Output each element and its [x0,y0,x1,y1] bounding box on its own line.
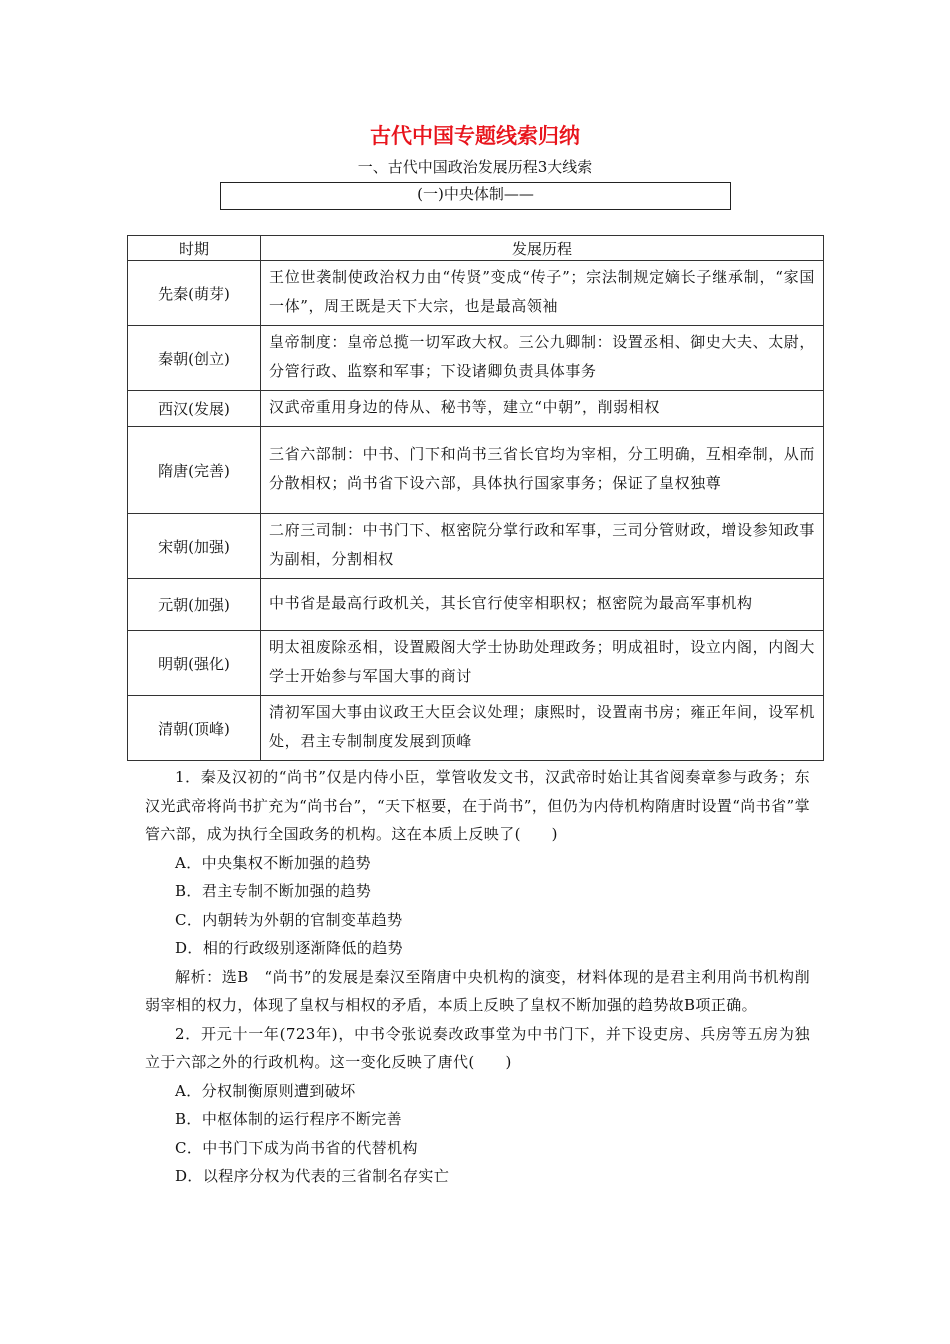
period-cell: 秦朝(创立) [128,326,261,391]
desc-cell: 明太祖废除丞相，设置殿阁大学士协助处理政务；明成祖时，设立内阁，内阁大学士开始参与军国大事的商讨 [261,631,824,696]
desc-cell: 皇帝制度：皇帝总揽一切军政大权。三公九卿制：设置丞相、御史大夫、太尉，分管行政、监察和军事；下设诸卿负责具体事务 [261,326,824,391]
question-1-option-a: A．中央集权不断加强的趋势 [175,853,372,872]
table-header-row [128,236,824,261]
table-row [128,696,824,761]
header-period: 时期 [128,236,261,261]
history-table [127,235,824,761]
question-2-option-d: D．以程序分权为代表的三省制名存实亡 [175,1167,450,1185]
desc-cell: 中书省是最高行政机关，其长官行使宰相职权；枢密院为最高军事机构 [261,579,824,631]
header-desc: 发展历程 [261,236,824,261]
question-1-analysis: 解析：选B “尚书”的发展是秦汉至隋唐中央机构的演变，材料体现的是君主利用尚书机构削弱宰相的权力，体现了皇权与相权的矛盾，本质上反映了皇权不断加强的趋势故B项正确。 [145,967,810,1014]
period-cell: 宋朝(加强) [128,514,261,579]
period-cell: 西汉(发展) [128,391,261,427]
table-row [128,631,824,696]
table-row [128,514,824,579]
questions-section [145,763,810,1191]
page-title: 古代中国专题线索归纳 [370,124,580,148]
table-row [128,427,824,514]
desc-cell: 清初军国大事由议政王大臣会议处理；康熙时，设置南书房；雍正年间，设军机处，君主专制制度发展到顶峰 [261,696,824,761]
desc-cell: 王位世袭制使政治权力由“传贤”变成“传子”；宗法制规定嫡长子继承制，“家国一体”，周王既是天下大宗，也是最高领袖 [261,261,824,326]
desc-cell: 汉武帝重用身边的侍从、秘书等，建立“中朝”，削弱相权 [261,391,824,427]
question-2-stem: 2．开元十一年(723年)，中书令张说奏改政事堂为中书门下，并下设吏房、兵房等五房为独立于六部之外的行政机构。这一变化反映了唐代( ) [145,1024,810,1071]
table-row [128,261,824,326]
question-2-option-c: C．中书门下成为尚书省的代替机构 [175,1138,418,1157]
section-subtitle: 一、古代中国政治发展历程3大线索 [357,158,593,176]
question-1-option-c: C．内朝转为外朝的官制变革趋势 [175,910,403,929]
desc-cell: 三省六部制：中书、门下和尚书三省长官均为宰相，分工明确，互相牵制，从而分散相权；尚书省下设六部，具体执行国家事务；保证了皇权独尊 [261,427,824,514]
desc-cell: 二府三司制：中书门下、枢密院分掌行政和军事，三司分管财政，增设参知政事为副相，分割相权 [261,514,824,579]
period-cell: 明朝(强化) [128,631,261,696]
question-2-option-b: B．中枢体制的运行程序不断完善 [175,1110,403,1128]
table-row [128,579,824,631]
question-2-option-a: A．分权制衡原则遭到破坏 [175,1081,356,1100]
question-1-option-b: B．君主专制不断加强的趋势 [175,882,372,900]
table-row [128,391,824,427]
period-cell: 清朝(顶峰) [128,696,261,761]
question-1-stem: 1．秦及汉初的“尚书”仅是内侍小臣，掌管收发文书，汉武帝时始让其省阅奏章参与政务；东汉光武帝将尚书扩充为“尚书台”，“天下枢要，在于尚书”，但仍为内侍机构隋唐时设置“尚书省”掌管六部，成为执行全国政务的机构。这在本质上反映了( ) [145,768,810,843]
period-cell: 先秦(萌芽) [128,261,261,326]
question-1-option-d: D．相的行政级别逐渐降低的趋势 [175,939,404,957]
period-cell: 元朝(加强) [128,579,261,631]
section-box: (一)中央体制—— [220,182,731,210]
table-row [128,326,824,391]
period-cell: 隋唐(完善) [128,427,261,514]
